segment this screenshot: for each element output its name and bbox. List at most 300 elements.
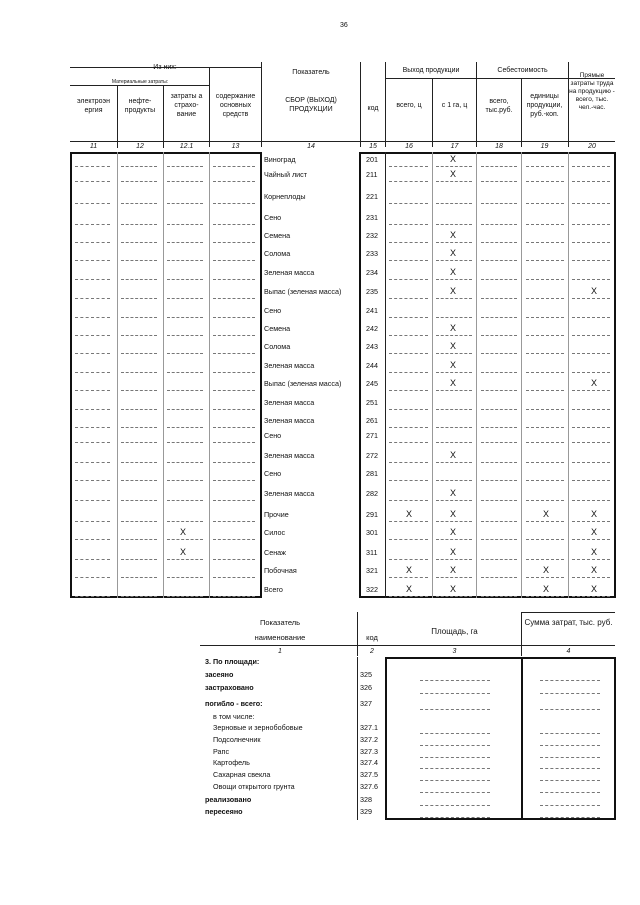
fill-line (526, 442, 564, 444)
fill-line (213, 427, 255, 429)
row-label: Корнеплоды (264, 192, 306, 201)
bottom-h-area: Площадь, га (431, 627, 478, 636)
fill-line (526, 596, 564, 598)
col-divider (432, 152, 433, 598)
fill-line (526, 577, 564, 579)
x-mark-c17: X (450, 323, 457, 333)
row-label: Солома (264, 249, 291, 258)
fill-line (481, 279, 517, 281)
fill-line (572, 279, 610, 281)
fill-line (213, 480, 255, 482)
fill-line (389, 166, 428, 168)
fill-line (389, 372, 428, 374)
row-code: 327.4 (360, 758, 378, 767)
row-label: пересеяно (205, 807, 243, 816)
fill-line (436, 480, 472, 482)
header-c15: код (367, 105, 379, 112)
fill-line (389, 442, 428, 444)
x-mark-c20: X (591, 286, 598, 296)
row-label: Сено (264, 306, 282, 315)
bottom-h-indicator: Показатель (259, 618, 301, 627)
row-code: 327.1 (360, 723, 378, 732)
fill-line (481, 427, 517, 429)
fill-line (526, 317, 564, 319)
x-mark-c16: X (406, 565, 413, 575)
row-code: 291 (366, 510, 378, 519)
fill-line (167, 166, 203, 168)
fill-line (389, 521, 428, 523)
fill-line (121, 521, 157, 523)
col-divider (385, 152, 386, 598)
row-code: 327.6 (360, 782, 378, 791)
fill-line (389, 224, 428, 226)
col-divider (117, 86, 118, 148)
fill-line (526, 279, 564, 281)
row-code: 232 (366, 231, 378, 240)
fill-line (121, 409, 157, 411)
row-code: 242 (366, 324, 378, 333)
fill-line (389, 559, 428, 561)
fill-line (75, 181, 110, 183)
x-mark-c16: X (406, 584, 413, 594)
page-number: 36 (340, 22, 348, 29)
col-number: 13 (231, 143, 240, 150)
fill-line (121, 442, 157, 444)
col-number: 17 (450, 143, 459, 150)
x-mark-c20: X (591, 378, 598, 388)
fill-line (389, 353, 428, 355)
fill-line (436, 442, 472, 444)
fill-line (121, 203, 157, 205)
row-code: 328 (360, 795, 372, 804)
fill-line (572, 353, 610, 355)
fill-line (213, 521, 255, 523)
fill-line (572, 203, 610, 205)
col-divider (521, 152, 522, 598)
fill-line (540, 733, 600, 735)
x-mark-c17: X (450, 378, 457, 388)
fill-line (481, 335, 517, 337)
row-label: в том числе: (213, 712, 255, 721)
fill-line (481, 260, 517, 262)
x-mark-c17: X (450, 360, 457, 370)
row-code: 221 (366, 192, 378, 201)
fill-line (436, 390, 472, 392)
fill-line (213, 500, 255, 502)
fill-line (121, 242, 157, 244)
fill-line (481, 480, 517, 482)
fill-line (526, 559, 564, 561)
fill-line (121, 559, 157, 561)
fill-line (167, 427, 203, 429)
fill-line (213, 279, 255, 281)
fill-line (420, 733, 490, 735)
fill-line (167, 181, 203, 183)
fill-line (572, 260, 610, 262)
fill-line (213, 353, 255, 355)
fill-line (167, 577, 203, 579)
row-label: Чайный лист (264, 170, 308, 179)
fill-line (75, 372, 110, 374)
x-mark-c16: X (406, 509, 413, 519)
header-c14-top: Показатель (292, 69, 330, 76)
row-label: Зеленая масса (264, 398, 315, 407)
fill-line (526, 539, 564, 541)
fill-line (540, 745, 600, 747)
x-mark-c17: X (450, 154, 457, 164)
fill-line (121, 539, 157, 541)
x-mark-c17: X (450, 230, 457, 240)
header-c16: всего, ц (396, 102, 422, 109)
row-label: Всего (264, 585, 283, 594)
fill-line (436, 181, 472, 183)
fill-line (526, 298, 564, 300)
fill-line (213, 577, 255, 579)
x-mark-c20: X (591, 584, 598, 594)
right-output-box (359, 152, 616, 598)
row-code: 261 (366, 416, 378, 425)
fill-line (167, 442, 203, 444)
fill-line (526, 521, 564, 523)
fill-line (121, 181, 157, 183)
fill-line (436, 409, 472, 411)
fill-line (572, 596, 610, 598)
row-label: Выпас (зеленая масса) (264, 287, 342, 296)
fill-line (121, 480, 157, 482)
fill-line (526, 372, 564, 374)
row-label: реализовано (205, 795, 252, 804)
fill-line (167, 480, 203, 482)
fill-line (389, 260, 428, 262)
fill-line (436, 317, 472, 319)
fill-line (213, 372, 255, 374)
fill-line (540, 680, 600, 682)
fill-line (389, 462, 428, 464)
row-code: 327.5 (360, 770, 378, 779)
col-divider (476, 152, 477, 598)
fill-line (436, 166, 472, 168)
fill-line (389, 480, 428, 482)
fill-line (436, 203, 472, 205)
header-output-group: Выход продукции (402, 67, 460, 74)
fill-line (167, 462, 203, 464)
header-rule (522, 612, 615, 613)
fill-line (572, 409, 610, 411)
header-c17: с 1 га, ц (441, 102, 468, 109)
fill-line (572, 242, 610, 244)
row-label: Побочная (264, 566, 297, 575)
row-label: 3. По площади: (205, 657, 260, 666)
x-mark-c20: X (591, 509, 598, 519)
row-code: 244 (366, 361, 378, 370)
row-code: 211 (366, 170, 378, 179)
fill-line (572, 577, 610, 579)
fill-line (436, 462, 472, 464)
row-code: 321 (366, 566, 378, 575)
row-label: Семена (264, 324, 291, 333)
fill-line (481, 409, 517, 411)
fill-line (213, 317, 255, 319)
row-code: 326 (360, 683, 372, 692)
fill-line (167, 260, 203, 262)
row-label: Сено (264, 431, 282, 440)
fill-line (436, 298, 472, 300)
subgroup-header: Материальные затраты: (111, 79, 169, 85)
fill-line (389, 596, 428, 598)
row-label: Зеленая масса (264, 451, 315, 460)
fill-line (213, 442, 255, 444)
fill-line (481, 559, 517, 561)
x-mark-c19: X (543, 509, 550, 519)
col-divider (117, 152, 118, 598)
fill-line (213, 559, 255, 561)
col-number: 16 (405, 143, 413, 150)
fill-line (436, 242, 472, 244)
x-mark-c121: X (180, 527, 187, 537)
fill-line (167, 559, 203, 561)
fill-line (420, 792, 490, 794)
left-cost-box (70, 152, 262, 598)
header-c13: содержание основных средств (215, 93, 256, 118)
fill-line (526, 181, 564, 183)
fill-line (389, 181, 428, 183)
fill-line (540, 805, 600, 807)
fill-line (572, 224, 610, 226)
row-label: Зеленая масса (264, 489, 315, 498)
header-cost-group: Себестоимость (497, 67, 548, 74)
header-rule (200, 645, 615, 646)
header-c18: всего, тыс.руб. (485, 98, 513, 114)
row-code: 271 (366, 431, 378, 440)
fill-line (389, 335, 428, 337)
row-label: Подсолнечник (213, 735, 261, 744)
row-code: 282 (366, 489, 378, 498)
fill-line (540, 709, 600, 711)
fill-line (572, 427, 610, 429)
col-number: 11 (89, 143, 98, 150)
fill-line (121, 317, 157, 319)
row-label: Виноград (264, 155, 296, 164)
fill-line (75, 539, 110, 541)
row-label: Силос (264, 528, 286, 537)
fill-line (167, 596, 203, 598)
fill-line (420, 768, 490, 770)
fill-line (75, 353, 110, 355)
col-divider (568, 152, 569, 598)
x-mark-c17: X (450, 450, 457, 460)
fill-line (481, 596, 517, 598)
fill-line (75, 390, 110, 392)
bottom-h-code: код (366, 633, 378, 642)
fill-line (420, 709, 490, 711)
fill-line (540, 817, 600, 819)
x-mark-c17: X (450, 267, 457, 277)
x-mark-c17: X (450, 584, 457, 594)
col-divider (209, 152, 210, 598)
x-mark-c20: X (591, 565, 598, 575)
fill-line (420, 745, 490, 747)
col-number: 2 (370, 648, 374, 655)
fill-line (572, 500, 610, 502)
x-mark-c20: X (591, 547, 598, 557)
fill-line (167, 279, 203, 281)
fill-line (121, 224, 157, 226)
fill-line (481, 353, 517, 355)
fill-line (75, 500, 110, 502)
fill-line (167, 409, 203, 411)
col-divider (432, 78, 433, 147)
x-mark-c17: X (450, 509, 457, 519)
fill-line (389, 317, 428, 319)
row-label: Картофель (213, 758, 250, 767)
fill-line (121, 372, 157, 374)
fill-line (167, 298, 203, 300)
fill-line (572, 521, 610, 523)
fill-line (572, 462, 610, 464)
fill-line (481, 317, 517, 319)
x-mark-c121: X (180, 547, 187, 557)
row-label: Сено (264, 213, 282, 222)
fill-line (481, 390, 517, 392)
fill-line (75, 559, 110, 561)
fill-line (75, 298, 110, 300)
fill-line (420, 780, 490, 782)
fill-line (526, 409, 564, 411)
fill-line (213, 539, 255, 541)
fill-line (436, 372, 472, 374)
fill-line (436, 559, 472, 561)
fill-line (389, 298, 428, 300)
fill-line (481, 577, 517, 579)
fill-line (481, 203, 517, 205)
row-label: засеяно (205, 670, 234, 679)
header-c19: единицы продукции, руб.-коп. (526, 93, 563, 118)
fill-line (572, 539, 610, 541)
fill-line (389, 577, 428, 579)
row-label: Сенаж (264, 548, 286, 557)
col-number: 19 (540, 143, 549, 150)
fill-line (526, 224, 564, 226)
fill-line (436, 539, 472, 541)
fill-line (121, 260, 157, 262)
fill-line (75, 166, 110, 168)
row-code: 327.2 (360, 735, 378, 744)
fill-line (389, 203, 428, 205)
fill-line (572, 166, 610, 168)
fill-line (420, 693, 490, 695)
x-mark-c20: X (591, 527, 598, 537)
fill-line (436, 427, 472, 429)
fill-line (389, 539, 428, 541)
fill-line (572, 298, 610, 300)
col-divider (521, 657, 523, 820)
fill-line (75, 317, 110, 319)
x-mark-c17: X (450, 169, 457, 179)
col-number: 1 (278, 648, 282, 655)
fill-line (75, 521, 110, 523)
row-label: Рапс (213, 747, 230, 756)
fill-line (436, 596, 472, 598)
row-label: Зеленая масса (264, 361, 315, 370)
row-code: 235 (366, 287, 378, 296)
fill-line (167, 317, 203, 319)
fill-line (481, 224, 517, 226)
fill-line (75, 224, 110, 226)
fill-line (75, 242, 110, 244)
fill-line (526, 480, 564, 482)
fill-line (75, 480, 110, 482)
fill-line (167, 224, 203, 226)
fill-line (481, 539, 517, 541)
row-code: 245 (366, 379, 378, 388)
fill-line (436, 521, 472, 523)
bottom-h-sum: Сумма затрат, тыс. руб. (524, 618, 613, 627)
header-c11: электроэн ергия (77, 98, 110, 114)
row-label: Сахарная свекла (213, 770, 271, 779)
group-header: Из них: (153, 64, 177, 71)
row-label: погибло - всего: (205, 699, 263, 708)
fill-line (213, 409, 255, 411)
col-number: 18 (495, 143, 503, 150)
fill-line (213, 260, 255, 262)
x-mark-c19: X (543, 565, 550, 575)
col-number: 12.1 (179, 143, 194, 150)
fill-line (213, 242, 255, 244)
fill-line (572, 335, 610, 337)
fill-line (420, 805, 490, 807)
fill-line (167, 242, 203, 244)
col-number: 15 (369, 143, 377, 150)
fill-line (572, 480, 610, 482)
fill-line (167, 521, 203, 523)
x-mark-c17: X (450, 248, 457, 258)
col-number: 12 (136, 143, 144, 150)
row-code: 327 (360, 699, 372, 708)
header-rule (70, 141, 615, 142)
fill-line (540, 792, 600, 794)
fill-line (481, 242, 517, 244)
fill-line (167, 539, 203, 541)
x-mark-c17: X (450, 286, 457, 296)
row-label: Зеленая масса (264, 268, 315, 277)
fill-line (436, 500, 472, 502)
fill-line (167, 353, 203, 355)
row-code: 233 (366, 249, 378, 258)
fill-line (213, 224, 255, 226)
fill-line (481, 372, 517, 374)
row-label: Семена (264, 231, 291, 240)
x-mark-c17: X (450, 341, 457, 351)
fill-line (436, 279, 472, 281)
fill-line (389, 427, 428, 429)
row-code: 241 (366, 306, 378, 315)
row-code: 281 (366, 469, 378, 478)
fill-line (526, 242, 564, 244)
fill-line (167, 372, 203, 374)
fill-line (540, 757, 600, 759)
fill-line (572, 181, 610, 183)
col-divider (163, 152, 164, 598)
x-mark-c17: X (450, 547, 457, 557)
fill-line (481, 166, 517, 168)
fill-line (121, 427, 157, 429)
row-label: Прочие (264, 510, 289, 519)
fill-line (75, 596, 110, 598)
fill-line (75, 427, 110, 429)
row-code: 234 (366, 268, 378, 277)
fill-line (436, 224, 472, 226)
fill-line (213, 203, 255, 205)
